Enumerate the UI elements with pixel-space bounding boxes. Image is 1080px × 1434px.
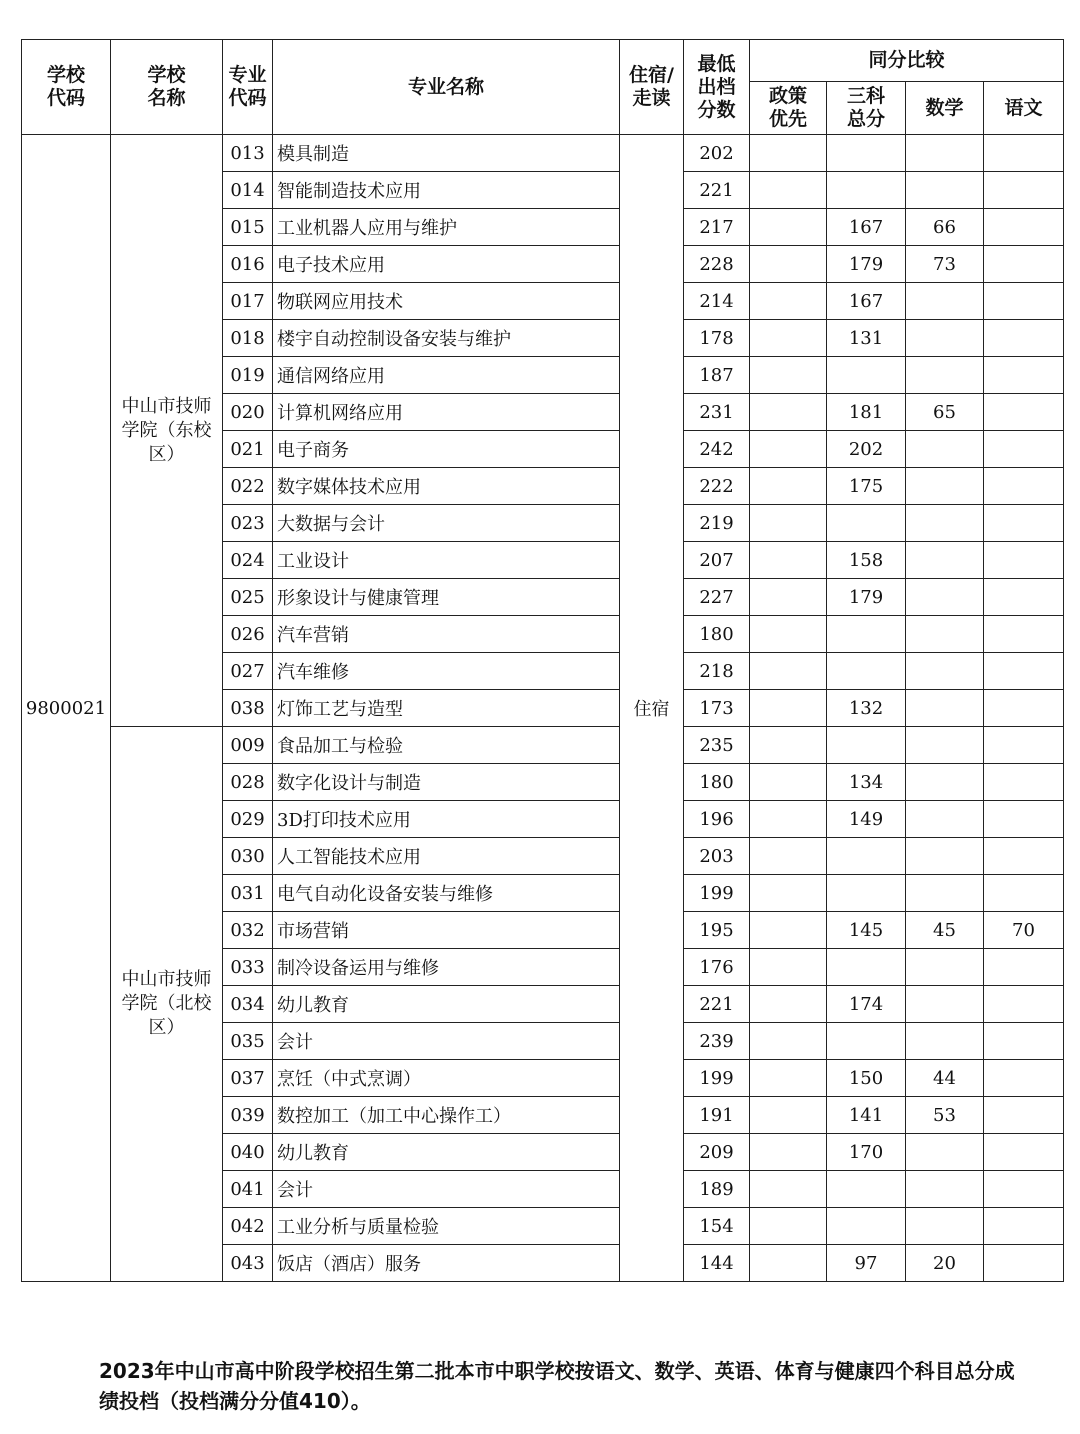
chinese-cell — [984, 764, 1064, 801]
chinese-cell — [984, 1134, 1064, 1171]
math-cell — [906, 875, 984, 912]
policy-cell — [750, 505, 827, 542]
chinese-cell: 70 — [984, 912, 1064, 949]
major-code-cell: 038 — [223, 690, 273, 727]
header-policy: 政策优先 — [750, 82, 827, 135]
policy-cell — [750, 1208, 827, 1245]
major-name-cell: 形象设计与健康管理 — [273, 579, 620, 616]
header-three-total: 三科总分 — [827, 82, 906, 135]
three-total-cell — [827, 357, 906, 394]
math-cell — [906, 283, 984, 320]
header-school-name: 学校名称 — [111, 40, 223, 135]
major-name-cell: 电子技术应用 — [273, 246, 620, 283]
three-total-cell: 149 — [827, 801, 906, 838]
min-score-cell: 199 — [684, 1060, 750, 1097]
major-code-cell: 022 — [223, 468, 273, 505]
three-total-cell: 150 — [827, 1060, 906, 1097]
min-score-cell: 195 — [684, 912, 750, 949]
chinese-cell — [984, 468, 1064, 505]
chinese-cell — [984, 579, 1064, 616]
policy-cell — [750, 875, 827, 912]
chinese-cell — [984, 1245, 1064, 1282]
policy-cell — [750, 1245, 827, 1282]
major-name-cell: 楼宇自动控制设备安装与维护 — [273, 320, 620, 357]
table-row — [22, 135, 1064, 172]
major-code-cell: 027 — [223, 653, 273, 690]
header-math: 数学 — [906, 82, 984, 135]
header-major-name: 专业名称 — [273, 40, 620, 135]
min-score-cell: 196 — [684, 801, 750, 838]
major-code-cell: 019 — [223, 357, 273, 394]
chinese-cell — [984, 357, 1064, 394]
policy-cell — [750, 283, 827, 320]
three-total-cell: 175 — [827, 468, 906, 505]
major-name-cell: 饭店（酒店）服务 — [273, 1245, 620, 1282]
min-score-cell: 189 — [684, 1171, 750, 1208]
school-code-cell: 9800021 — [22, 135, 111, 1282]
major-name-cell: 会计 — [273, 1023, 620, 1060]
math-cell: 44 — [906, 1060, 984, 1097]
chinese-cell — [984, 283, 1064, 320]
min-score-cell: 242 — [684, 431, 750, 468]
chinese-cell — [984, 690, 1064, 727]
chinese-cell — [984, 653, 1064, 690]
policy-cell — [750, 949, 827, 986]
major-name-cell: 电子商务 — [273, 431, 620, 468]
min-score-cell: 218 — [684, 653, 750, 690]
header-school-code: 学校代码 — [22, 40, 111, 135]
chinese-cell — [984, 209, 1064, 246]
three-total-cell: 202 — [827, 431, 906, 468]
admission-score-table — [21, 39, 1064, 1282]
chinese-cell — [984, 949, 1064, 986]
three-total-cell: 158 — [827, 542, 906, 579]
chinese-cell — [984, 1097, 1064, 1134]
min-score-cell: 231 — [684, 394, 750, 431]
three-total-cell — [827, 653, 906, 690]
three-total-cell: 97 — [827, 1245, 906, 1282]
three-total-cell: 141 — [827, 1097, 906, 1134]
major-name-cell: 智能制造技术应用 — [273, 172, 620, 209]
min-score-cell: 154 — [684, 1208, 750, 1245]
math-cell — [906, 653, 984, 690]
header-min-score: 最低出档分数 — [684, 40, 750, 135]
campus-name: 中山市技师学院（北校区） — [121, 969, 212, 1038]
major-code-cell: 041 — [223, 1171, 273, 1208]
policy-cell — [750, 1134, 827, 1171]
policy-cell — [750, 838, 827, 875]
math-cell — [906, 801, 984, 838]
math-cell — [906, 431, 984, 468]
major-name-cell: 物联网应用技术 — [273, 283, 620, 320]
chinese-cell — [984, 394, 1064, 431]
chinese-cell — [984, 1171, 1064, 1208]
three-total-cell — [827, 172, 906, 209]
min-score-cell: 187 — [684, 357, 750, 394]
campus-name-cell — [111, 727, 223, 1282]
policy-cell — [750, 764, 827, 801]
chinese-cell — [984, 616, 1064, 653]
math-cell — [906, 1171, 984, 1208]
policy-cell — [750, 542, 827, 579]
math-cell — [906, 172, 984, 209]
major-code-cell: 013 — [223, 135, 273, 172]
policy-cell — [750, 912, 827, 949]
math-cell: 66 — [906, 209, 984, 246]
chinese-cell — [984, 1208, 1064, 1245]
min-score-cell: 209 — [684, 1134, 750, 1171]
min-score-cell: 203 — [684, 838, 750, 875]
math-cell: 20 — [906, 1245, 984, 1282]
major-code-cell: 042 — [223, 1208, 273, 1245]
min-score-cell: 180 — [684, 616, 750, 653]
major-name-cell: 制冷设备运用与维修 — [273, 949, 620, 986]
math-cell — [906, 542, 984, 579]
policy-cell — [750, 727, 827, 764]
three-total-cell — [827, 949, 906, 986]
major-code-cell: 031 — [223, 875, 273, 912]
math-cell — [906, 1134, 984, 1171]
header-boarding: 住宿/走读 — [620, 40, 684, 135]
three-total-cell — [827, 838, 906, 875]
major-name-cell: 大数据与会计 — [273, 505, 620, 542]
major-code-cell: 029 — [223, 801, 273, 838]
min-score-cell: 191 — [684, 1097, 750, 1134]
min-score-cell: 221 — [684, 172, 750, 209]
policy-cell — [750, 357, 827, 394]
three-total-cell: 134 — [827, 764, 906, 801]
chinese-cell — [984, 801, 1064, 838]
major-code-cell: 040 — [223, 1134, 273, 1171]
major-code-cell: 014 — [223, 172, 273, 209]
major-name-cell: 通信网络应用 — [273, 357, 620, 394]
boarding-cell: 住宿 — [620, 135, 684, 1282]
major-name-cell: 市场营销 — [273, 912, 620, 949]
math-cell — [906, 764, 984, 801]
policy-cell — [750, 986, 827, 1023]
three-total-cell — [827, 1023, 906, 1060]
header-chinese: 语文 — [984, 82, 1064, 135]
chinese-cell — [984, 727, 1064, 764]
major-code-cell: 009 — [223, 727, 273, 764]
major-name-cell: 电气自动化设备安装与维修 — [273, 875, 620, 912]
min-score-cell: 214 — [684, 283, 750, 320]
min-score-cell: 222 — [684, 468, 750, 505]
major-code-cell: 034 — [223, 986, 273, 1023]
math-cell: 53 — [906, 1097, 984, 1134]
policy-cell — [750, 801, 827, 838]
major-code-cell: 018 — [223, 320, 273, 357]
three-total-cell — [827, 135, 906, 172]
chinese-cell — [984, 505, 1064, 542]
three-total-cell — [827, 1171, 906, 1208]
major-code-cell: 037 — [223, 1060, 273, 1097]
major-name-cell: 会计 — [273, 1171, 620, 1208]
math-cell — [906, 135, 984, 172]
chinese-cell — [984, 986, 1064, 1023]
three-total-cell: 167 — [827, 209, 906, 246]
three-total-cell: 170 — [827, 1134, 906, 1171]
math-cell — [906, 357, 984, 394]
three-total-cell: 167 — [827, 283, 906, 320]
min-score-cell: 178 — [684, 320, 750, 357]
major-name-cell: 3D打印技术应用 — [273, 801, 620, 838]
math-cell: 73 — [906, 246, 984, 283]
header-major-code: 专业代码 — [223, 40, 273, 135]
major-code-cell: 030 — [223, 838, 273, 875]
major-code-cell: 039 — [223, 1097, 273, 1134]
three-total-cell: 131 — [827, 320, 906, 357]
major-name-cell: 幼儿教育 — [273, 986, 620, 1023]
major-code-cell: 016 — [223, 246, 273, 283]
major-name-cell: 工业分析与质量检验 — [273, 1208, 620, 1245]
policy-cell — [750, 320, 827, 357]
math-cell: 65 — [906, 394, 984, 431]
chinese-cell — [984, 172, 1064, 209]
major-code-cell: 017 — [223, 283, 273, 320]
three-total-cell — [827, 875, 906, 912]
major-code-cell: 026 — [223, 616, 273, 653]
major-code-cell: 032 — [223, 912, 273, 949]
min-score-cell: 221 — [684, 986, 750, 1023]
major-name-cell: 模具制造 — [273, 135, 620, 172]
math-cell — [906, 949, 984, 986]
min-score-cell: 239 — [684, 1023, 750, 1060]
three-total-cell — [827, 505, 906, 542]
major-name-cell: 食品加工与检验 — [273, 727, 620, 764]
major-code-cell: 025 — [223, 579, 273, 616]
major-name-cell: 汽车维修 — [273, 653, 620, 690]
math-cell: 45 — [906, 912, 984, 949]
footnote: 2023年中山市高中阶段学校招生第二批本市中职学校按语文、数学、英语、体育与健康四个科目总分成绩投档（投档满分分值410）。 — [99, 1359, 1015, 1413]
major-name-cell: 数字媒体技术应用 — [273, 468, 620, 505]
math-cell — [906, 838, 984, 875]
policy-cell — [750, 394, 827, 431]
chinese-cell — [984, 246, 1064, 283]
min-score-cell: 144 — [684, 1245, 750, 1282]
major-name-cell: 计算机网络应用 — [273, 394, 620, 431]
major-name-cell: 数控加工（加工中心操作工） — [273, 1097, 620, 1134]
math-cell — [906, 468, 984, 505]
major-name-cell: 烹饪（中式烹调） — [273, 1060, 620, 1097]
min-score-cell: 235 — [684, 727, 750, 764]
chinese-cell — [984, 1060, 1064, 1097]
min-score-cell: 219 — [684, 505, 750, 542]
math-cell — [906, 986, 984, 1023]
three-total-cell: 132 — [827, 690, 906, 727]
math-cell — [906, 505, 984, 542]
chinese-cell — [984, 431, 1064, 468]
three-total-cell — [827, 727, 906, 764]
three-total-cell — [827, 616, 906, 653]
math-cell — [906, 616, 984, 653]
major-name-cell: 工业机器人应用与维护 — [273, 209, 620, 246]
min-score-cell: 227 — [684, 579, 750, 616]
math-cell — [906, 1208, 984, 1245]
major-name-cell: 灯饰工艺与造型 — [273, 690, 620, 727]
policy-cell — [750, 172, 827, 209]
three-total-cell: 174 — [827, 986, 906, 1023]
math-cell — [906, 579, 984, 616]
chinese-cell — [984, 838, 1064, 875]
policy-cell — [750, 616, 827, 653]
major-code-cell: 021 — [223, 431, 273, 468]
major-code-cell: 035 — [223, 1023, 273, 1060]
policy-cell — [750, 690, 827, 727]
three-total-cell: 179 — [827, 579, 906, 616]
major-name-cell: 幼儿教育 — [273, 1134, 620, 1171]
table-row — [22, 727, 1064, 764]
min-score-cell: 180 — [684, 764, 750, 801]
policy-cell — [750, 431, 827, 468]
min-score-cell: 228 — [684, 246, 750, 283]
three-total-cell — [827, 1208, 906, 1245]
min-score-cell: 173 — [684, 690, 750, 727]
policy-cell — [750, 1023, 827, 1060]
math-cell — [906, 727, 984, 764]
campus-name-cell — [111, 135, 223, 727]
min-score-cell: 199 — [684, 875, 750, 912]
policy-cell — [750, 1171, 827, 1208]
major-code-cell: 023 — [223, 505, 273, 542]
policy-cell — [750, 209, 827, 246]
policy-cell — [750, 579, 827, 616]
major-name-cell: 工业设计 — [273, 542, 620, 579]
major-code-cell: 033 — [223, 949, 273, 986]
math-cell — [906, 690, 984, 727]
chinese-cell — [984, 320, 1064, 357]
min-score-cell: 217 — [684, 209, 750, 246]
min-score-cell: 207 — [684, 542, 750, 579]
major-code-cell: 020 — [223, 394, 273, 431]
chinese-cell — [984, 875, 1064, 912]
min-score-cell: 176 — [684, 949, 750, 986]
major-code-cell: 028 — [223, 764, 273, 801]
math-cell — [906, 1023, 984, 1060]
chinese-cell — [984, 1023, 1064, 1060]
math-cell — [906, 320, 984, 357]
policy-cell — [750, 468, 827, 505]
chinese-cell — [984, 135, 1064, 172]
major-name-cell: 人工智能技术应用 — [273, 838, 620, 875]
chinese-cell — [984, 542, 1064, 579]
major-name-cell: 汽车营销 — [273, 616, 620, 653]
major-code-cell: 024 — [223, 542, 273, 579]
major-name-cell: 数字化设计与制造 — [273, 764, 620, 801]
major-code-cell: 015 — [223, 209, 273, 246]
policy-cell — [750, 653, 827, 690]
three-total-cell: 181 — [827, 394, 906, 431]
policy-cell — [750, 246, 827, 283]
header-tie-compare: 同分比较 — [750, 40, 1064, 82]
campus-name: 中山市技师学院（东校区） — [121, 395, 212, 465]
policy-cell — [750, 1060, 827, 1097]
three-total-cell: 179 — [827, 246, 906, 283]
major-code-cell: 043 — [223, 1245, 273, 1282]
policy-cell — [750, 135, 827, 172]
policy-cell — [750, 1097, 827, 1134]
three-total-cell: 145 — [827, 912, 906, 949]
min-score-cell: 202 — [684, 135, 750, 172]
